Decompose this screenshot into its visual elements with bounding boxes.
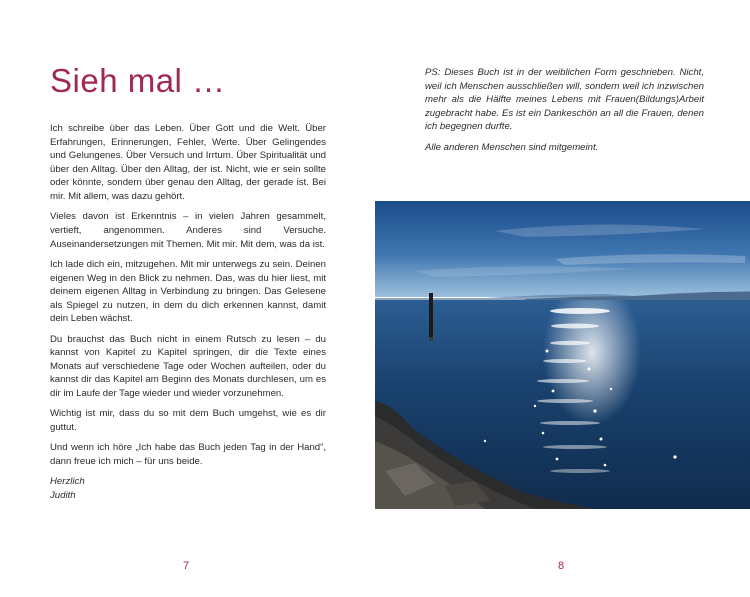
paragraph: Und wenn ich höre „Ich habe das Buch jeden Tag in der Hand“, dann freue ich mich – für uns beide. <box>50 442 326 468</box>
lake-photo <box>375 201 750 509</box>
paragraph: Ich schreibe über das Leben. Über Gott und die Welt. Über Erfahrungen, Erinnerungen, Fehler, Werte. Über Gelingendes und Gelungenes. Über Versuch und Irrtum. Über Spiritualität und über den Alltag. Über den Alltag, der ist. Nicht, wie er sein sollte oder könnte, sondern über genau den Alltag, der gerade ist. Bei mir. Mit allem, was dazu gehört. <box>50 123 326 202</box>
paragraph: Vieles davon ist Erkenntnis – in vielen Jahren gesammelt, vertieft, angenommen. Anderes sind Versuche. Auseinandersetzungen mit Themen. Mit mir. Mit dem, was da ist. <box>50 211 326 250</box>
signoff-greeting: Herzlich <box>50 476 85 488</box>
postscript <box>425 66 704 161</box>
paragraph: Wichtig ist mir, dass du so mit dem Buch umgehst, wie es dir guttut. <box>50 408 326 434</box>
chapter-title: Sieh mal … <box>50 62 226 99</box>
page-number-right: 8 <box>558 560 565 572</box>
page-number-left: 7 <box>183 560 190 572</box>
right-page <box>375 0 750 597</box>
paragraph: Du brauchst das Buch nicht in einem Rutsch zu lesen – du kannst von Kapitel zu Kapitel springen, dir die Texte eines Monats auf verschiedene Tage oder Wochen aufteilen, oder du kannst dir das Kapitel am Beginn des Monats durchlesen, um es dir im Laufe der Tage wieder und wieder vorzunehmen. <box>50 333 326 400</box>
ps-paragraph: PS: Dieses Buch ist in der weiblichen Form geschrieben. Nicht, weil ich Menschen ausschließen will, sondern weil ich inzwischen mehr als die Hälfte meines Lebens mit Frauen(Bildungs)Arbeit zugebracht habe. Es ist ein Dankeschön an all die Frauen, denen ich begegnen durfte. <box>425 67 704 133</box>
signoff-name: Judith <box>50 490 76 502</box>
paragraph: Ich lade dich ein, mitzugehen. Mit mir unterwegs zu sein. Deinen eigenen Weg in den Blick zu nehmen. Das, was du hier liest, mit deinem eigenen Alltag in Verbindung zu bringen. Das Gelesene als Spiegel zu nutzen, in dem du dich erkennen kannst, damit dein Leben wächst. <box>50 258 326 325</box>
body-text <box>50 122 326 503</box>
ps-paragraph: Alle anderen Menschen sind mitgemeint. <box>425 141 599 153</box>
